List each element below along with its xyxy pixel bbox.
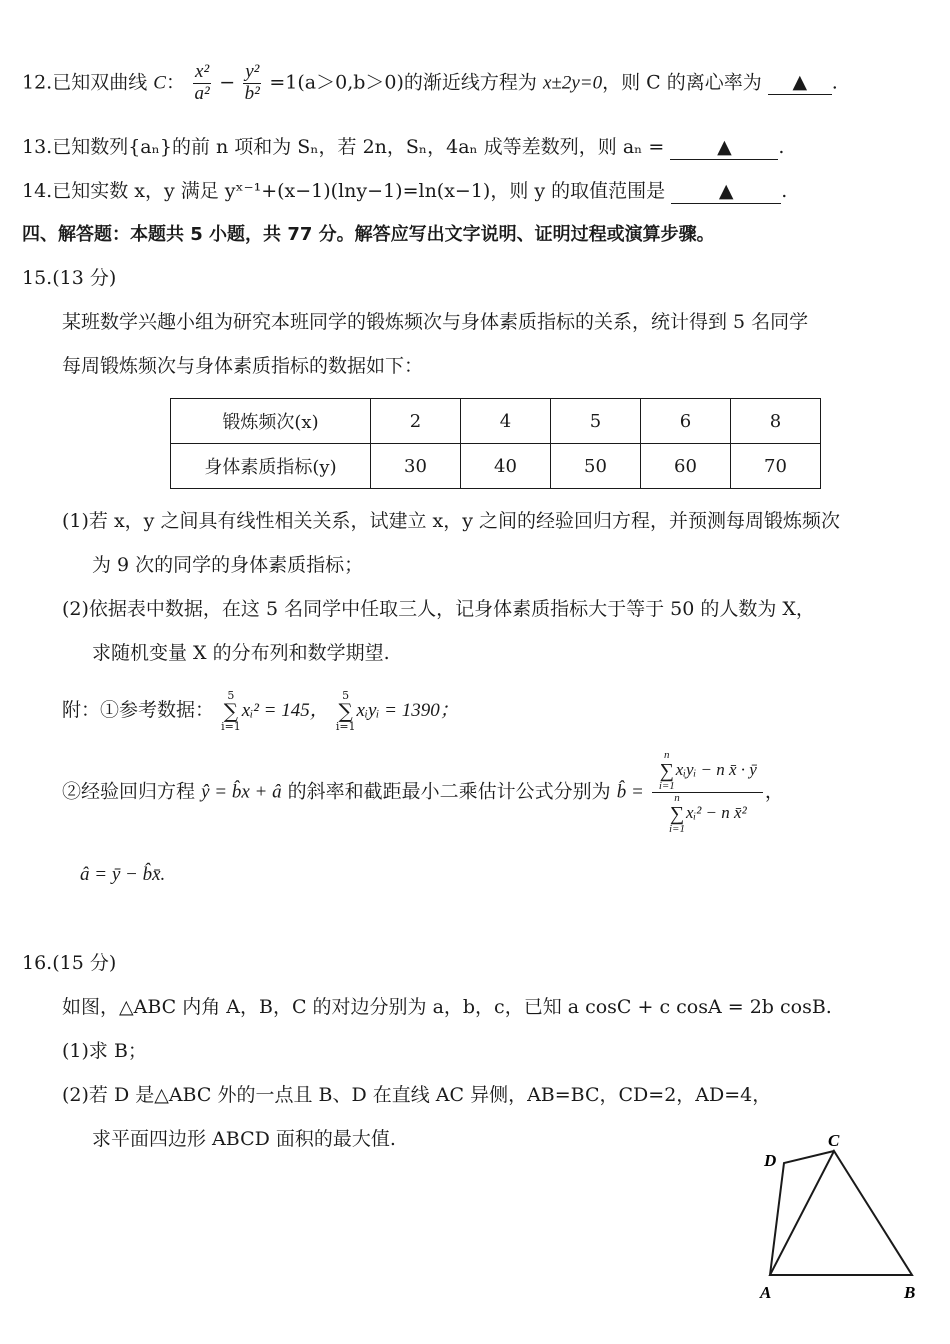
table-cell: 40 bbox=[461, 444, 551, 489]
q15-part1-line2: 为 9 次的同学的身体素质指标； bbox=[92, 554, 364, 576]
table-cell: 5 bbox=[551, 399, 641, 444]
fraction-y2-b2: $\frac{\text{y²}}{\text{b²}}$ bbox=[244, 61, 260, 104]
fraction-x2-a2: $\frac{\text{x²}}{\text{a²}}$ bbox=[194, 61, 210, 104]
table-header-cell: 锻炼频次(x) bbox=[171, 399, 371, 444]
q16-part1: (1)求 B； bbox=[62, 1040, 147, 1062]
table-cell: 60 bbox=[641, 444, 731, 489]
quadrilateral-figure bbox=[750, 1130, 930, 1310]
table-row bbox=[171, 399, 821, 444]
vertex-label-d: D bbox=[764, 1151, 777, 1170]
question-12: 12.已知双曲线 C： $\frac{\text{x²}}{\text{a²}}$ − $\frac{\text{y²}}{\text{b²}}$ =1(a＞0,b＞0)的渐近线方程为 x±2y=0，则 C 的离心率为 ▲ . bbox=[22, 61, 838, 104]
q16-part2-line2: 求平面四边形 ABCD 面积的最大值. bbox=[92, 1128, 396, 1150]
q16-part2-line1: (2)若 D 是△ABC 外的一点且 B、D 在直线 AC 异侧，AB=BC，CD=2，AD=4， bbox=[62, 1084, 772, 1106]
table-header-cell: 身体素质指标(y) bbox=[171, 444, 371, 489]
triangle-abc bbox=[770, 1151, 912, 1275]
answer-blank-14: ▲ bbox=[671, 180, 781, 204]
q16-intro: 如图，△ABC 内角 A，B，C 的对边分别为 a，b，c，已知 a cosC + c cosA = 2b cosB. bbox=[62, 996, 832, 1018]
vertex-label-c: C bbox=[828, 1131, 840, 1150]
q15-part2-line1: (2)依据表中数据，在这 5 名同学中任取三人，记身体素质指标大于等于 50 的人数为 X， bbox=[62, 598, 815, 620]
question-15-head: 15.(13 分) bbox=[22, 267, 117, 289]
q15-part2-line2: 求随机变量 X 的分布列和数学期望. bbox=[92, 642, 390, 664]
vertex-label-a: A bbox=[760, 1283, 772, 1302]
data-table bbox=[170, 398, 821, 489]
answer-blank-12: ▲ bbox=[768, 71, 832, 95]
table-cell: 8 bbox=[731, 399, 821, 444]
sum-symbol: 5 ∑ i=1 bbox=[221, 689, 241, 733]
table-cell: 4 bbox=[461, 399, 551, 444]
q15-intro-line1: 某班数学兴趣小组为研究本班同学的锻炼频次与身体素质指标的关系，统计得到 5 名同学 bbox=[62, 311, 809, 333]
section-4-heading: 四、解答题：本题共 5 小题，共 77 分。解答应写出文字说明、证明过程或演算步骤。 bbox=[22, 224, 715, 245]
regression-fraction: n ∑ i=1 xᵢyᵢ − n x̄ · ȳ n ∑ i=1 xᵢ² − n x̄² bbox=[652, 750, 763, 835]
q15-intercept-formula: â = ȳ − b̂x̄. bbox=[80, 864, 166, 885]
table-cell: 50 bbox=[551, 444, 641, 489]
table-cell: 70 bbox=[731, 444, 821, 489]
vertex-label-b: B bbox=[904, 1283, 916, 1302]
q15-formula: ②经验回归方程 ŷ = b̂x + â 的斜率和截距最小二乘估计公式分别为 b̂ = n ∑ i=1 xᵢyᵢ − n x̄ · ȳ n ∑ i=1 xᵢ² − n x̄² ， bbox=[62, 749, 784, 835]
q15-intro-line2: 每周锻炼频次与身体素质指标的数据如下： bbox=[62, 355, 424, 377]
question-13: 13.已知数列{aₙ}的前 n 项和为 Sₙ，若 2n，Sₙ，4aₙ 成等差数列，则 aₙ = ▲ . bbox=[22, 136, 785, 158]
table-cell: 30 bbox=[371, 444, 461, 489]
q15-part1-line1: (1)若 x，y 之间具有线性相关关系，试建立 x，y 之间的经验回归方程，并预测每周锻炼频次 bbox=[62, 510, 840, 532]
answer-blank-13: ▲ bbox=[670, 136, 778, 160]
q15-reference-data: 附：①参考数据： 5 ∑ i=1 xᵢ² = 145， 5 ∑ i=1 xᵢyᵢ = 1390； bbox=[62, 689, 459, 733]
table-row bbox=[171, 444, 821, 489]
table-cell: 6 bbox=[641, 399, 731, 444]
table-cell: 2 bbox=[371, 399, 461, 444]
sum-symbol: 5 ∑ i=1 bbox=[335, 689, 356, 733]
question-16-head: 16.(15 分) bbox=[22, 952, 117, 974]
question-14: 14.已知实数 x，y 满足 yˣ⁻¹+(x−1)(lny−1)=ln(x−1)，则 y 的取值范围是 ▲ . bbox=[22, 180, 788, 202]
